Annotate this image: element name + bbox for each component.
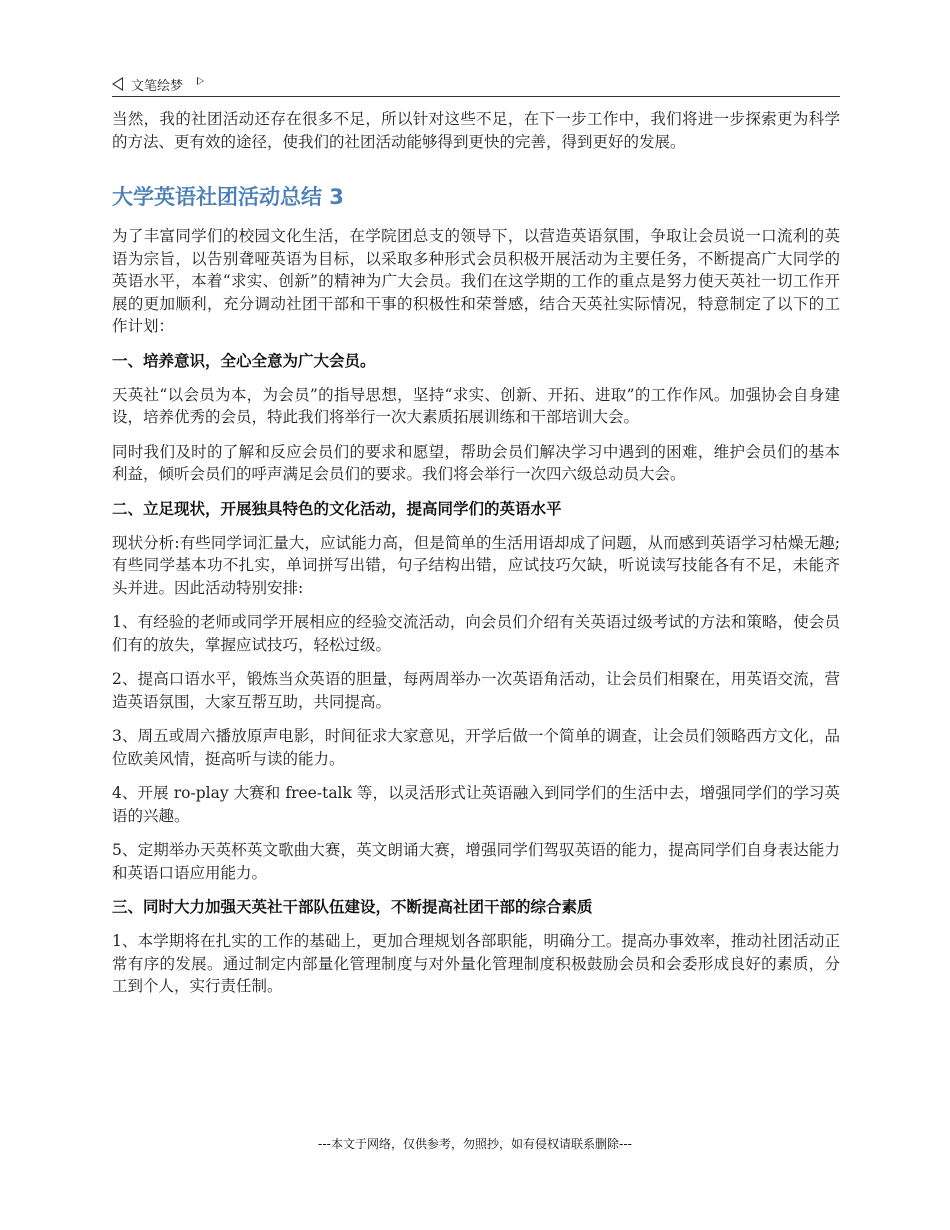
intro-paragraph: 当然，我的社团活动还存在很多不足，所以针对这些不足，在下一步工作中，我们将进一步探索更为科学的方法、更有效的途径，使我们的社团活动能够得到更快的完善，得到更好的发展。 xyxy=(112,110,840,151)
subheading: 一、培养意识，全心全意为广大会员。 xyxy=(112,351,376,370)
section-title: 大学英语社团活动总结 3 xyxy=(112,185,344,209)
page-header xyxy=(112,72,840,97)
subheading: 三、同时大力加强天英社干部队伍建设，不断提高社团干部的综合素质 xyxy=(112,898,593,916)
triangle-left-icon xyxy=(112,77,123,91)
triangle-right-icon xyxy=(197,77,204,85)
paragraph: 天英社“以会员为本，为会员”的指导思想，坚持“求实、创新、开拓、进取”的工作作风。加强协会自身建设，培养优秀的会员，特此我们将举行一次大素质拓展训练和干部培训大会。 xyxy=(112,385,840,426)
document-body xyxy=(112,108,840,1010)
list-item: 3、周五或周六播放原声电影，时间征求大家意见，开学后做一个简单的调查，让会员们领略西方文化，品位欧美风情，挺高听与读的能力。 xyxy=(112,727,840,768)
paragraph: 现状分析:有些同学词汇量大，应试能力高，但是简单的生活用语却成了问题，从而感到英语学习枯燥无趣;有些同学基本功不扎实，单词拼写出错，句子结构出错，应试技巧欠缺，听说读写技能各有不足，未能齐头并进。因此活动特别安排: xyxy=(112,533,840,597)
list-item: 1、有经验的老师或同学开展相应的经验交流活动，向会员们介绍有关英语过级考试的方法和策略，使会员们有的放失，掌握应试技巧，轻松过级。 xyxy=(112,613,840,654)
paragraph: 为了丰富同学们的校园文化生活，在学院团总支的领导下，以营造英语氛围，争取让会员说一口流利的英语为宗旨，以告别聋哑英语为目标，以采取多种形式会员积极开展活动为主要任务，不断提高广大同学的英语水平，本着“求实、创新”的精神为广大会员。我们在这学期的工作的重点是努力使天英社一切工作开展的更加顺利，充分调动社团干部和干事的积极性和荣誉感，结合天英社实际情况，特意制定了以下的工作计划： xyxy=(112,227,840,335)
subheading: 二、立足现状，开展独具特色的文化活动，提高同学们的英语水平 xyxy=(112,499,562,518)
page-footer: ---本文于网络，仅供参考，勿照抄，如有侵权请联系删除--- xyxy=(318,1137,632,1151)
list-item: 5、定期举办天英杯英文歌曲大赛，英文朗诵大赛，增强同学们驾驭英语的能力，提高同学们自身表达能力和英语口语应用能力。 xyxy=(112,841,840,882)
list-item: 1、本学期将在扎实的工作的基础上，更加合理规划各部职能，明确分工。提高办事效率，推动社团活动正常有序的发展。通过制定内部量化管理制度与对外量化管理制度积极鼓励会员和会委形成良好的素质，分工到个人，实行责任制。 xyxy=(112,932,840,995)
list-item: 2、提高口语水平，锻炼当众英语的胆量，每两周举办一次英语角活动，让会员们相聚在，用英语交流，营造英语氛围，大家互帮互助，共同提高。 xyxy=(112,670,840,711)
brand-label: 文笔绘梦 xyxy=(131,78,184,94)
paragraph: 同时我们及时的了解和反应会员们的要求和愿望，帮助会员们解决学习中遇到的困难，维护会员们的基本利益，倾听会员们的呼声满足会员们的要求。我们将会举行一次四六级总动员大会。 xyxy=(112,442,840,483)
list-item: 4、开展 ro-play 大赛和 free-talk 等，以灵活形式让英语融入到同学们的生活中去，增强同学们的学习英语的兴趣。 xyxy=(112,784,840,825)
